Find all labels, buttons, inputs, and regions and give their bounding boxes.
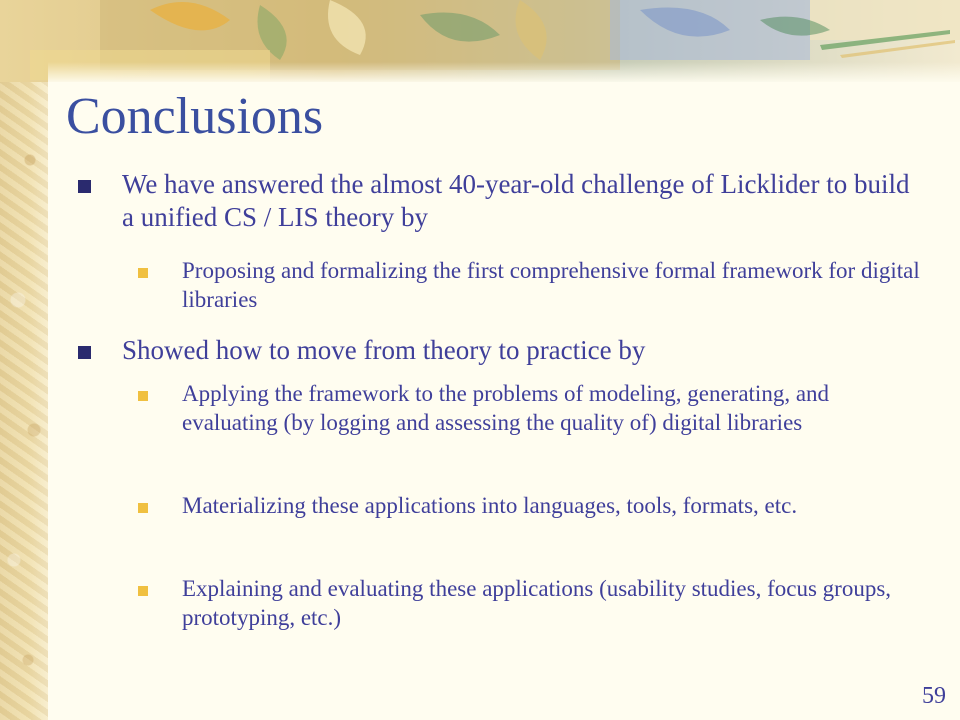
page-number: 59 bbox=[922, 683, 946, 709]
left-decorative-strip bbox=[0, 0, 48, 720]
bullet-item: We have answered the almost 40-year-old challenge of Licklider to build a unified CS / LIS theory by bbox=[122, 169, 910, 232]
sub-bullet-item: Applying the framework to the problems of modeling, generating, and evaluating (by logging and assessing the quality of) digital libraries bbox=[182, 381, 830, 435]
sub-bullet-marker bbox=[138, 586, 148, 596]
bullet-item: Showed how to move from theory to practice by bbox=[122, 335, 646, 365]
sub-bullet-marker bbox=[138, 391, 148, 401]
page-title: Conclusions bbox=[66, 88, 324, 145]
banner-fade bbox=[48, 62, 960, 84]
sub-bullet-marker bbox=[138, 268, 148, 278]
bullet-marker bbox=[78, 346, 91, 359]
sub-bullet-item: Proposing and formalizing the first comprehensive formal framework for digital libraries bbox=[182, 258, 920, 312]
sub-bullet-item: Materializing these applications into languages, tools, formats, etc. bbox=[182, 493, 798, 518]
bullet-marker bbox=[78, 180, 91, 193]
sub-bullet-item: Explaining and evaluating these applications (usability studies, focus groups, prototyping, etc.) bbox=[182, 576, 892, 630]
sub-bullet-marker bbox=[138, 503, 148, 513]
